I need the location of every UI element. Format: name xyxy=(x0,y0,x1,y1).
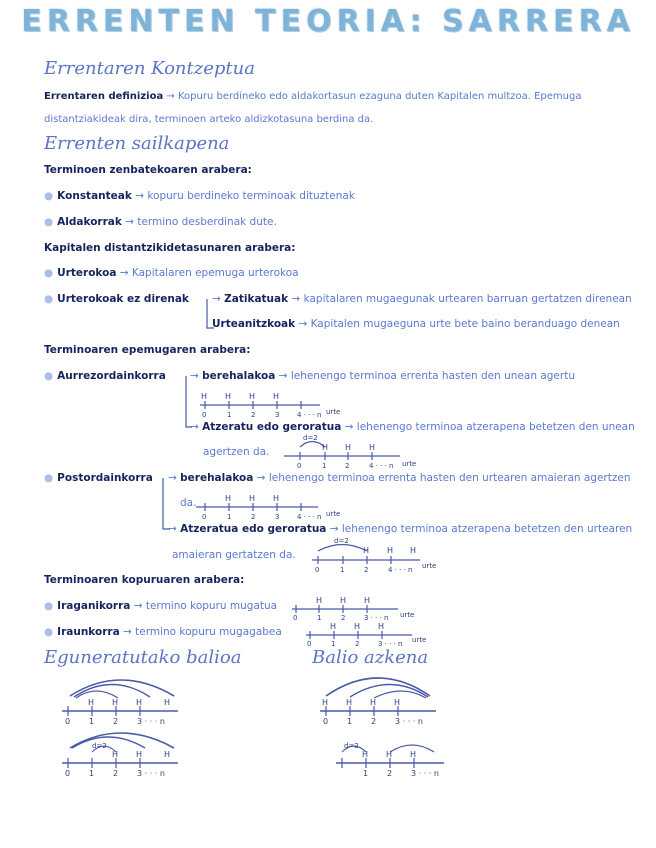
tick-label: 2 xyxy=(364,566,369,574)
item-desc: termino kopuru mugagabea xyxy=(135,626,282,638)
tick-label: 0 xyxy=(307,640,312,648)
sub-item-name: Urteanitzkoak xyxy=(212,318,296,330)
c-label: H xyxy=(225,494,232,503)
sub-item-desc-cont: da. xyxy=(180,497,197,509)
bracket-line xyxy=(163,478,170,529)
heading-kontzeptua: Errentaren Kontzeptua xyxy=(44,58,255,79)
tick-label: 2 xyxy=(355,640,360,648)
item-name: Konstanteak xyxy=(57,190,132,202)
sub-item: → berehalakoa → lehenengo terminoa errenta hasten den urtearen amaieran agertzen xyxy=(168,472,631,484)
sub-item-desc-cont: agertzen da. xyxy=(203,446,270,458)
bullet-icon: ● xyxy=(44,267,54,279)
bracket-line xyxy=(186,376,192,427)
c-label: H xyxy=(136,698,143,707)
tick-label: 1 xyxy=(227,411,232,419)
bullet-icon: ● xyxy=(44,190,54,202)
tick-label: 1 xyxy=(322,462,327,470)
tick-label: 2 xyxy=(113,717,119,726)
d-label: d=2 xyxy=(334,537,349,545)
sub-item-desc: kapitalaren mugaegunak urtearen barruan gertatzen direnean xyxy=(303,293,632,305)
heading-by-amount: Terminoen zenbatekoaren arabera: xyxy=(44,164,252,176)
c-label: H xyxy=(346,698,353,707)
sub-item-desc: lehenengo terminoa atzerapena betetzen den urtearen xyxy=(341,523,633,535)
definition-line2: distantziakideak dira, terminoen arteko aldizkotasuna berdina da. xyxy=(44,114,374,125)
c-label: H xyxy=(354,622,361,631)
unit-label: urte xyxy=(400,611,415,619)
item-name: Iraunkorra xyxy=(57,626,120,638)
item-name: Aurrezordainkorra xyxy=(57,370,166,382)
c-label: H xyxy=(322,698,329,707)
tick-label: 2 xyxy=(251,411,256,419)
bracket-line xyxy=(207,299,214,328)
item-name: Urterokoa xyxy=(57,267,117,279)
bullet-icon: ● xyxy=(44,472,54,484)
sub-item: → Atzeratu edo geroratua → lehenengo terminoa atzerapena betetzen den unean xyxy=(190,421,635,433)
c-label: H xyxy=(164,750,171,759)
item-name: Urterokoak ez direnak xyxy=(57,293,189,305)
heading-eguneratutako: Eguneratutako balioa xyxy=(44,647,242,668)
c-label: H xyxy=(386,750,393,759)
c-label: H xyxy=(112,698,119,707)
list-item: ● Aldakorrak → termino desberdinak dute. xyxy=(44,216,277,228)
sub-item-desc: lehenengo terminoa atzerapena betetzen den unean xyxy=(356,421,635,433)
bullet-icon: ● xyxy=(44,370,54,382)
tick-label: 0 xyxy=(315,566,320,574)
c-label: H xyxy=(322,443,329,452)
c-label: H xyxy=(273,494,280,503)
tick-label: 0 xyxy=(297,462,302,470)
sub-item: → Zatikatuak → kapitalaren mugaegunak urtearen barruan gertatzen direnean xyxy=(212,293,632,305)
tick-label: 1 xyxy=(317,614,322,622)
tick-label: 1 xyxy=(347,717,353,726)
c-label: H xyxy=(112,750,119,759)
item-name: Iraganikorra xyxy=(57,600,131,612)
definition-text: Kopuru berdineko edo aldakortasun ezaguna duten Kapitalen multzoa. Epemuga xyxy=(177,91,582,102)
tick-label: 3 · · · n xyxy=(411,769,439,778)
d-label: d=2 xyxy=(303,434,318,442)
tick-label: 2 xyxy=(371,717,377,726)
item-desc: kopuru berdineko terminoak dituztenak xyxy=(147,190,355,202)
unit-label: urte xyxy=(412,636,427,644)
item-desc: termino desberdinak dute. xyxy=(137,216,277,228)
tick-label: 1 xyxy=(227,513,232,521)
c-label: H xyxy=(378,622,385,631)
c-label: H xyxy=(394,698,401,707)
list-item: ● Iraganikorra → termino kopuru mugatua xyxy=(44,600,278,612)
tick-label: 3 · · · n xyxy=(378,640,403,648)
c-label: H xyxy=(345,443,352,452)
c-label: H xyxy=(316,596,323,605)
list-item: ● Konstanteak → kopuru berdineko terminoak dituztenak xyxy=(44,190,355,202)
sub-item-name: Zatikatuak xyxy=(224,293,289,305)
c-label: H xyxy=(410,546,417,555)
d-label: d=2 xyxy=(92,742,107,750)
heading-by-due: Terminoaren epemugaren arabera: xyxy=(44,344,251,356)
tick-label: 2 xyxy=(387,769,393,778)
tick-label: 4 · · · n xyxy=(297,411,322,419)
unit-label: urte xyxy=(402,460,417,468)
tick-label: 2 xyxy=(251,513,256,521)
sub-item-desc-cont: amaieran gertatzen da. xyxy=(172,549,296,561)
c-label: H xyxy=(88,698,95,707)
tick-label: 1 xyxy=(89,717,95,726)
sub-item-name: Atzeratu edo geroratua xyxy=(202,421,342,433)
item-name: Postordainkorra xyxy=(57,472,153,484)
page-title: ERRENTEN TEORIA: SARRERA xyxy=(21,4,635,39)
sub-item: → berehalakoa → lehenengo terminoa errenta hasten den unean agertu xyxy=(190,370,575,382)
tick-label: 0 xyxy=(202,411,207,419)
bullet-icon: ● xyxy=(44,293,54,305)
sub-item-name: berehalakoa xyxy=(202,370,276,382)
tick-label: 3 · · · n xyxy=(137,717,165,726)
d-label: d=2 xyxy=(344,742,359,750)
unit-label: urte xyxy=(326,408,341,416)
sub-item-desc: lehenengo terminoa errenta hasten den urtearen amaieran agertzen xyxy=(268,472,631,484)
sub-item-desc: lehenengo terminoa errenta hasten den unean agertu xyxy=(290,370,575,382)
tick-label: 3 xyxy=(275,411,280,419)
heading-by-distance: Kapitalen distantzikidetasunaren arabera: xyxy=(44,242,296,254)
definition-label: Errentaren definizioa xyxy=(44,91,164,102)
tick-label: 1 xyxy=(340,566,345,574)
tick-label: 0 xyxy=(323,717,329,726)
c-label: H xyxy=(164,698,171,707)
arrow-icon: → xyxy=(166,91,175,102)
tick-label: 4 · · · n xyxy=(297,513,322,521)
arrow-arc xyxy=(70,680,174,696)
tick-label: 3 · · · n xyxy=(395,717,423,726)
list-item: ● Urterokoa → Kapitalaren epemuga urterokoa xyxy=(44,267,299,279)
heading-by-count: Terminoaren kopuruaren arabera: xyxy=(44,574,245,586)
tick-label: 3 xyxy=(275,513,280,521)
c-label: H xyxy=(387,546,394,555)
c-label: H xyxy=(410,750,417,759)
c-label: H xyxy=(363,546,370,555)
c-label: H xyxy=(201,392,208,401)
sub-item: Urteanitzkoak → Kapitalen mugaeguna urte bete baino beranduago denean xyxy=(212,318,620,330)
sub-item-desc: Kapitalen mugaeguna urte bete baino beranduago denean xyxy=(310,318,620,330)
tick-label: 3 · · · n xyxy=(364,614,389,622)
arrow-arc xyxy=(350,685,428,698)
list-item: ● Iraunkorra → termino kopuru mugagabea xyxy=(44,626,282,638)
tick-label: 2 xyxy=(341,614,346,622)
tick-label: 4 · · · n xyxy=(388,566,413,574)
c-label: H xyxy=(362,750,369,759)
sub-item: → Atzeratua edo geroratua → lehenengo terminoa atzerapena betetzen den urtearen xyxy=(168,523,633,535)
c-label: H xyxy=(370,698,377,707)
unit-label: urte xyxy=(326,510,341,518)
c-label: H xyxy=(340,596,347,605)
unit-label: urte xyxy=(422,562,437,570)
arrow-arc xyxy=(70,733,174,748)
c-label: H xyxy=(273,392,280,401)
item-desc: Kapitalaren epemuga urterokoa xyxy=(131,267,299,279)
bullet-icon: ● xyxy=(44,626,54,638)
heading-azkena: Balio azkena xyxy=(312,647,429,668)
tick-label: 1 xyxy=(331,640,336,648)
brace xyxy=(318,545,367,552)
tick-label: 2 xyxy=(345,462,350,470)
heading-sailkapena: Errenten sailkapena xyxy=(44,133,230,154)
tick-label: 0 xyxy=(65,717,71,726)
item-desc: termino kopuru mugatua xyxy=(145,600,278,612)
c-label: H xyxy=(249,494,256,503)
c-label: H xyxy=(249,392,256,401)
c-label: H xyxy=(330,622,337,631)
c-label: H xyxy=(369,443,376,452)
c-label: H xyxy=(364,596,371,605)
tick-label: 0 xyxy=(293,614,298,622)
sub-item-name: Atzeratua edo geroratua xyxy=(180,523,327,535)
c-label: H xyxy=(225,392,232,401)
sub-item-name: berehalakoa xyxy=(180,472,254,484)
bullet-icon: ● xyxy=(44,600,54,612)
c-label: H xyxy=(136,750,143,759)
tick-label: 0 xyxy=(202,513,207,521)
timeline-labels xyxy=(65,392,439,778)
tick-label: 1 xyxy=(363,769,369,778)
tick-label: 2 xyxy=(113,769,119,778)
bullet-icon: ● xyxy=(44,216,54,228)
tick-label: 4 · · · n xyxy=(369,462,394,470)
item-name: Aldakorrak xyxy=(57,216,122,228)
tick-label: 1 xyxy=(89,769,95,778)
tick-label: 3 · · · n xyxy=(137,769,165,778)
tick-label: 0 xyxy=(65,769,71,778)
